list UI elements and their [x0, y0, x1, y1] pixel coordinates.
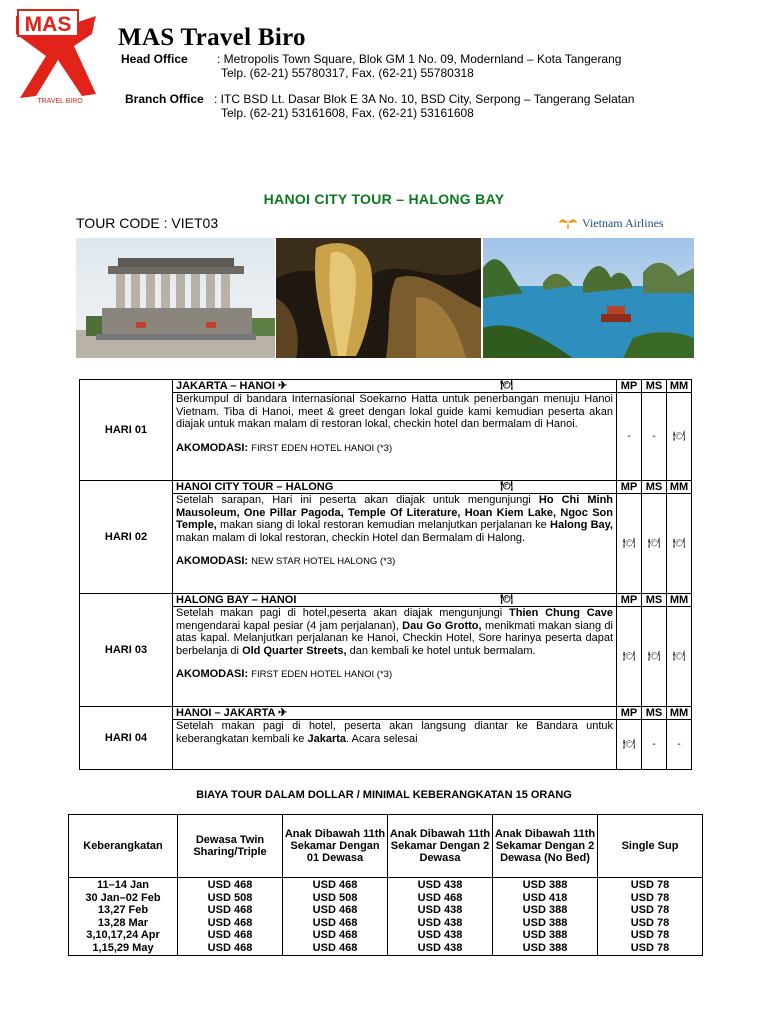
- day-label: HARI 03: [80, 594, 173, 707]
- price-cell: USD 468: [312, 929, 358, 942]
- meal-icon: 🍽: [500, 594, 513, 605]
- day-description: [173, 393, 617, 481]
- price-column-child-2: [388, 878, 493, 956]
- meal-header-mp: MP: [617, 380, 642, 393]
- branch-office-address: : ITC BSD Lt. Dasar Blok E 3A No. 10, BSD City, Serpong – Tangerang Selatan: [214, 92, 635, 106]
- head-office-label: Head Office: [121, 52, 188, 66]
- price-cell: USD 438: [417, 941, 463, 954]
- tour-code: TOUR CODE : VIET03: [76, 215, 219, 231]
- column-header: Dewasa Twin Sharing/Triple: [178, 815, 283, 878]
- meal-mp: 🍽: [617, 494, 642, 594]
- meal-mp: 🍽: [617, 720, 642, 770]
- meal-header-ms: MS: [642, 594, 667, 607]
- day-label: HARI 02: [80, 481, 173, 594]
- day-route: [173, 380, 617, 393]
- meal-icon: 🍽: [500, 380, 513, 391]
- price-cell: USD 438: [417, 904, 463, 917]
- route-text: HANOI CITY TOUR – HALONG: [176, 481, 334, 493]
- price-cell: USD 418: [522, 891, 568, 904]
- price-cell: USD 388: [522, 916, 568, 929]
- mausoleum-photo: [76, 238, 275, 358]
- price-cell: USD 468: [312, 941, 358, 954]
- day-label: HARI 01: [80, 380, 173, 481]
- price-cell: USD 468: [312, 879, 358, 891]
- price-cell: USD 468: [417, 891, 463, 904]
- akomodasi-label: AKOMODASI:: [176, 555, 249, 567]
- description-text: mengendarai kapal pesiar (4 jam perjalanan),: [176, 619, 403, 632]
- meal-ms: 🍽: [642, 494, 667, 594]
- description-text: Setelah makan pagi di hotel, peserta akan langsung diantar ke Bandara untuk keberangkatan kembali ke: [176, 720, 613, 745]
- day-label: HARI 04: [80, 707, 173, 770]
- halong-bay-photo: [483, 238, 694, 358]
- cave-photo: [276, 238, 481, 358]
- logo-text: MAS: [24, 13, 72, 36]
- route-text: JAKARTA – HANOI ✈: [176, 380, 288, 392]
- meal-ms: -: [642, 393, 667, 481]
- meal-mm: 🍽: [667, 494, 692, 594]
- price-cell: 3,10,17,24 Apr: [86, 929, 160, 942]
- price-cell: USD 468: [207, 879, 253, 891]
- head-office-block: [121, 52, 621, 80]
- meal-header-mp: MP: [617, 481, 642, 494]
- day-description: [173, 494, 617, 594]
- price-cell: USD 468: [207, 941, 253, 954]
- price-cell: 1,15,29 May: [92, 941, 154, 954]
- price-column-child-1: [283, 878, 388, 956]
- column-header: Keberangkatan: [69, 815, 178, 878]
- meal-mm: 🍽: [667, 393, 692, 481]
- pricing-heading: BIAYA TOUR DALAM DOLLAR / MINIMAL KEBERANGKATAN 15 ORANG: [196, 789, 572, 801]
- meal-header-mm: MM: [667, 594, 692, 607]
- price-cell: 30 Jan–02 Feb: [85, 891, 161, 904]
- pricing-table: [68, 814, 703, 956]
- meal-ms: -: [642, 720, 667, 770]
- price-column-single-sup: [598, 878, 703, 956]
- price-cell: USD 438: [417, 929, 463, 942]
- day-description: [173, 607, 617, 707]
- head-office-address: : Metropolis Town Square, Blok GM 1 No. 09, Modernland – Kota Tangerang: [217, 52, 622, 66]
- price-cell: USD 468: [312, 916, 358, 929]
- highlight-places: Jakarta: [307, 732, 347, 745]
- highlight-places: Halong Bay,: [550, 519, 613, 531]
- description-text: Setelah makan pagi di hotel,peserta akan diajak mengunjungi: [176, 607, 510, 619]
- logo-subtext: TRAVEL BIRO: [37, 98, 83, 104]
- day-route: [173, 481, 617, 494]
- meal-header-mp: MP: [617, 707, 642, 720]
- description-text: menikmati makan siang di atas kapal. Melanjutkan perjalanan ke Hanoi, Checkin Hotel, Sore harinya peserta dapat berbelanja di: [176, 619, 613, 657]
- price-cell: USD 388: [522, 941, 568, 954]
- price-cell: 13,27 Feb: [97, 904, 149, 917]
- price-cell: USD 388: [522, 904, 568, 917]
- airline-name: Vietnam Airlines: [582, 216, 664, 230]
- price-cell: 13,28 Mar: [97, 916, 149, 929]
- description-text: makan siang di lokal restoran kemudian melanjutkan perjalanan ke: [216, 519, 551, 531]
- column-header: Anak Dibawah 11th Sekamar Dengan 2 Dewasa: [388, 815, 493, 878]
- route-text: HALONG BAY – HANOI: [176, 594, 297, 606]
- akomodasi-label: AKOMODASI:: [176, 668, 249, 680]
- meal-header-mm: MM: [667, 481, 692, 494]
- branch-office-phone: Telp. (62-21) 53161608, Fax. (62-21) 53161608: [221, 106, 474, 120]
- price-cell: USD 468: [207, 929, 253, 942]
- meal-mm: 🍽: [667, 607, 692, 707]
- price-cell: USD 78: [630, 891, 670, 904]
- price-column-child-nobed: [493, 878, 598, 956]
- price-cell: USD 508: [207, 891, 253, 904]
- highlight-places: Dau Go Grotto,: [402, 619, 482, 632]
- day-route: HANOI – JAKARTA ✈: [173, 707, 617, 720]
- price-cell: USD 388: [522, 929, 568, 942]
- highlight-places: Ho Chi Minh Mausoleum, One Pillar Pagoda, Temple Of Literature, Hoan Kiem Lake, Ngoc Son Temple,: [176, 494, 614, 531]
- price-cell: USD 468: [207, 904, 253, 917]
- description-text: Berkumpul di bandara Internasional Soekarno Hatta untuk penerbangan menuju Hanoi Vietnam. Tiba di Hanoi, meet & greet dengan lokal guide kami kemudian peserta akan diajak untuk makan malam di restoran lokal, checkin hotel dan bermalam di Hanoi.: [176, 393, 613, 430]
- price-column-adult: [178, 878, 283, 956]
- meal-header-ms: MS: [642, 481, 667, 494]
- hotel-name: FIRST EDEN HOTEL HANOI (*3): [251, 669, 393, 680]
- price-cell: USD 468: [207, 916, 253, 929]
- branch-office-label: Branch Office: [125, 92, 204, 106]
- akomodasi-label: AKOMODASI:: [176, 441, 249, 454]
- price-cell: USD 388: [522, 879, 568, 891]
- column-header: Anak Dibawah 11th Sekamar Dengan 01 Dewasa: [283, 815, 388, 878]
- price-cell: USD 78: [630, 879, 670, 891]
- price-cell: USD 78: [630, 941, 670, 954]
- price-cell: USD 78: [630, 916, 670, 929]
- meal-header-mp: MP: [617, 594, 642, 607]
- vietnam-airlines-logo: [558, 215, 696, 231]
- branch-office-block: [125, 92, 634, 120]
- description-text: . Acara selesai: [346, 732, 418, 745]
- description-text: makan malam di lokal restoran, checkin Hotel dan Bermalam di Halong.: [176, 531, 526, 544]
- meal-ms: 🍽: [642, 607, 667, 707]
- meal-header-mm: MM: [667, 380, 692, 393]
- price-cell: USD 438: [417, 879, 463, 891]
- departure-column: [69, 878, 178, 956]
- price-cell: USD 78: [630, 929, 670, 942]
- highlight-places: Thien Chung Cave: [509, 607, 613, 619]
- price-cell: USD 508: [312, 891, 358, 904]
- meal-mp: 🍽: [617, 607, 642, 707]
- day-route: [173, 594, 617, 607]
- tour-title: HANOI CITY TOUR – HALONG BAY: [263, 191, 505, 207]
- price-cell: USD 438: [417, 916, 463, 929]
- meal-header-mm: MM: [667, 707, 692, 720]
- head-office-phone: Telp. (62-21) 55780317, Fax. (62-21) 55780318: [221, 66, 474, 80]
- company-name: MAS Travel Biro: [118, 24, 306, 51]
- price-cell: USD 78: [630, 904, 670, 917]
- meal-header-ms: MS: [642, 707, 667, 720]
- meal-mm: -: [667, 720, 692, 770]
- hotel-name: FIRST EDEN HOTEL HANOI (*3): [251, 442, 393, 454]
- meal-header-ms: MS: [642, 380, 667, 393]
- column-header: Anak Dibawah 11th Sekamar Dengan 2 Dewasa (No Bed): [493, 815, 598, 878]
- mas-logo: [12, 6, 98, 104]
- price-cell: USD 468: [312, 904, 358, 917]
- description-text: dan kembali ke hotel untuk bermalam.: [346, 644, 536, 657]
- hotel-name: NEW STAR HOTEL HALONG (*3): [251, 556, 396, 567]
- meal-mp: -: [617, 393, 642, 481]
- column-header: Single Sup: [598, 815, 703, 878]
- day-description: [173, 720, 617, 770]
- itinerary-table: [79, 379, 692, 770]
- description-text: Setelah sarapan, Hari ini peserta akan diajak untuk mengunjungi: [176, 494, 539, 506]
- price-cell: 11–14 Jan: [97, 879, 149, 891]
- highlight-places: Old Quarter Streets,: [242, 644, 347, 657]
- meal-icon: 🍽: [500, 481, 513, 492]
